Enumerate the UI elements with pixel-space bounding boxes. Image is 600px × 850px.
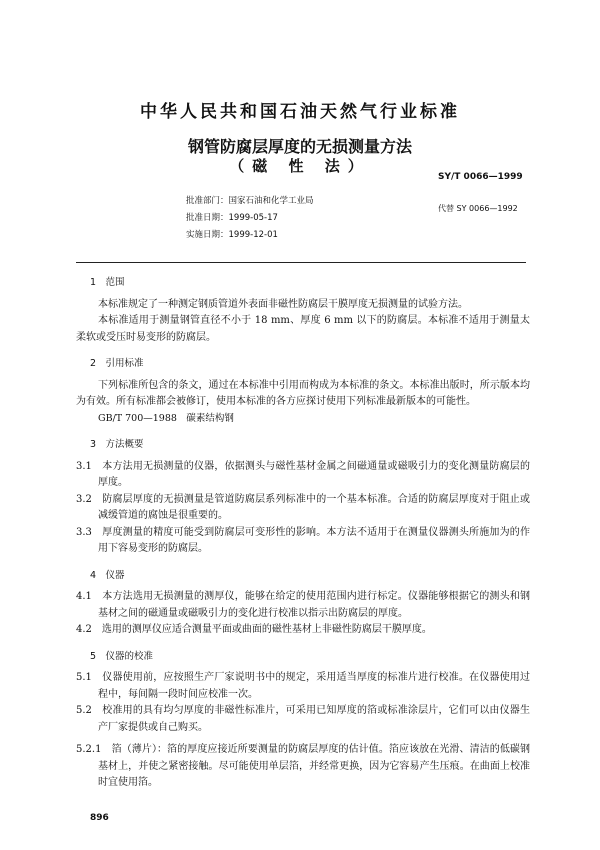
clause-3-2: 3.2 防腐层厚度的无损测量是管道防腐层系列标准中的一个基本标准。合适的防腐层厚度对于阻止或减缓管道的腐蚀是很重要的。 <box>76 493 530 521</box>
document-title: 钢管防腐层厚度的无损测量方法 <box>187 137 412 156</box>
effective-date: 实施日期：1999-12-01 <box>186 230 278 240</box>
section-1-para-2: 本标准适用于测量钢管直径不小于 18 mm、厚度 6 mm 以下的防腐层。本标准不适用于测量太柔软或受压时易变形的防腐层。 <box>76 315 530 343</box>
section-2-reference: GB/T 700—1988 碳素结构钢 <box>98 412 234 424</box>
clause-4-2: 4.2 选用的测厚仪应适合测量平面或曲面的磁性基材上非磁性防腐层干膜厚度。 <box>76 624 432 635</box>
section-5-heading: 5 仪器的校准 <box>90 650 154 662</box>
clause-5-2-1: 5.2.1 箔（薄片）：箔的厚度应接近所要测量的防腐层厚度的估计值。箔应该放在光滑、清洁的低碳钢基材上，并使之紧密接触。尽可能使用单层箔，并经常更换，因为它容易产生压痕。在曲面上校准时宜使用箔。 <box>76 744 530 788</box>
document-body <box>76 275 530 792</box>
clause-4-1: 4.1 本方法选用无损测量的测厚仪，能够在给定的使用范围内进行标定。仪器能够根据它的测头和钢基材之间的磁通量或磁吸引力的变化进行校准以指示出防腐层的厚度。 <box>76 591 530 619</box>
replaces-standard: 代替 SY 0066—1992 <box>438 204 518 213</box>
clause-5-1: 5.1 仪器使用前，应按照生产厂家说明书中的规定，采用适当厚度的标准片进行校准。在仪器使用过程中，每间隔一段时间应校准一次。 <box>76 672 530 700</box>
approval-info <box>186 193 314 244</box>
approved-by: 批准部门：国家石油和化学工业局 <box>186 196 314 206</box>
standard-code: SY/T 0066—1999 <box>438 172 523 182</box>
approved-date: 批准日期：1999-05-17 <box>186 213 278 223</box>
section-1-heading: 1 范围 <box>90 277 125 288</box>
clause-3-3: 3.3 厚度测量的精度可能受到防腐层可变形性的影响。本方法不适用于在测量仪器测头所施加为的作用下容易变形的防腐层。 <box>76 526 530 554</box>
header-divider <box>76 262 526 263</box>
standard-category-heading: 中华人民共和国石油天然气行业标准 <box>140 102 460 122</box>
section-3-heading: 3 方法概要 <box>90 439 144 450</box>
page-number: 896 <box>90 813 109 823</box>
section-2-heading: 2 引用标准 <box>90 358 144 369</box>
section-2-para-1: 下列标准所包含的条文，通过在本标准中引用而构成为本标准的条文。本标准出版时，所示版本均为有效。所有标准都会被修订，使用本标准的各方应探讨使用下列标准最新版本的可能性。 <box>76 379 530 407</box>
section-4-heading: 4 仪器 <box>90 569 125 581</box>
document-subtitle: （磁 性 法） <box>229 157 371 175</box>
clause-3-1: 3.1 本方法用无损测量的仪器，依据测头与磁性基材金属之间磁通量或磁吸引力的变化测量防腐层的厚度。 <box>76 460 530 488</box>
section-1-para-1: 本标准规定了一种测定钢质管道外表面非磁性防腐层干膜厚度无损测量的试验方法。 <box>98 298 468 310</box>
clause-5-2: 5.2 校准用的具有均匀厚度的非磁性标准片，可采用已知厚度的箔或标准涂层片，它们可以由仪器生产厂家提供或自己购买。 <box>76 705 530 733</box>
